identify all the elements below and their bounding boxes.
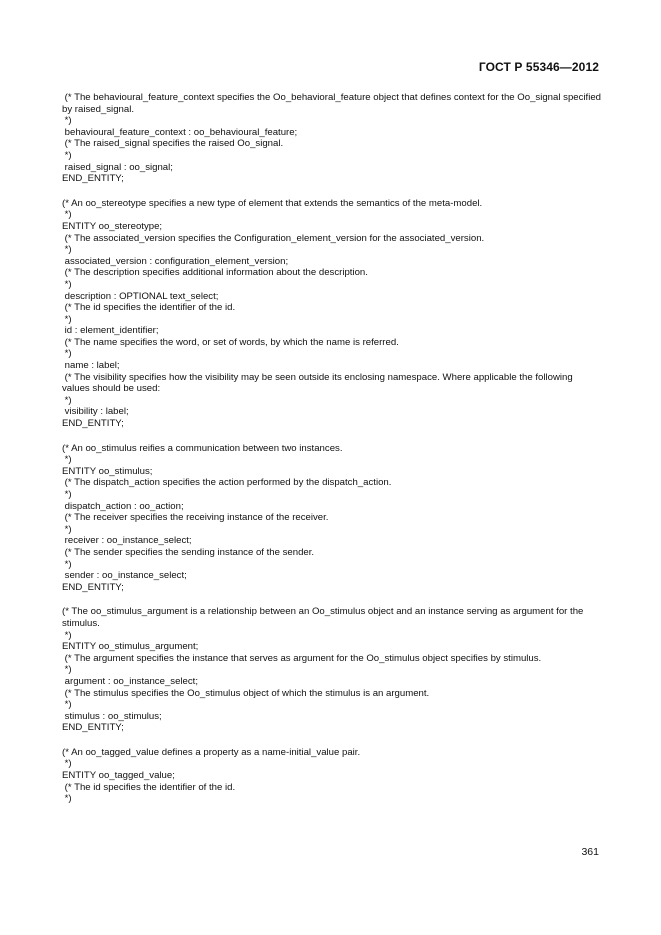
code-line: visibility : label;	[62, 406, 129, 418]
code-line: *)	[62, 278, 72, 290]
code-line: (* The sender specifies the sending instance of the sender.	[62, 546, 315, 558]
code-line: (* An oo_stimulus reifies a communication between two instances.	[62, 442, 343, 454]
code-line: ENTITY oo_tagged_value;	[62, 770, 175, 782]
code-line: *)	[62, 629, 72, 641]
code-line: (* The name specifies the word, or set of words, by which the name is referred.	[62, 336, 399, 348]
code-line: raised_signal : oo_signal;	[62, 161, 173, 173]
code-block-oo-stimulus-argument	[62, 606, 602, 734]
code-line: *)	[62, 454, 72, 466]
code-line: *)	[62, 244, 72, 256]
code-line: *)	[62, 793, 72, 805]
code-line: name : label;	[62, 360, 120, 372]
code-line: argument : oo_instance_select;	[62, 675, 199, 687]
code-line: (* The oo_stimulus_argument is a relationship between an Oo_stimulus object and an instance serving as argument for the stimulus.	[62, 606, 587, 629]
code-line: description : OPTIONAL text_select;	[62, 290, 219, 302]
code-line: (* The visibility specifies how the visibility may be seen outside its enclosing namespace. Where applicable the following values should be used:	[62, 371, 576, 395]
code-line: (* The description specifies additional information about the description.	[62, 267, 368, 279]
code-line: *)	[62, 209, 72, 221]
code-line: (* The dispatch_action specifies the action performed by the dispatch_action.	[62, 477, 392, 489]
code-line: *)	[62, 149, 72, 161]
code-line: ENTITY oo_stimulus_argument;	[62, 641, 199, 653]
code-line: *)	[62, 394, 72, 406]
code-line: behavioural_feature_context : oo_behavioural_feature;	[62, 126, 298, 138]
code-line: (* The receiver specifies the receiving instance of the receiver.	[62, 512, 329, 524]
code-line: dispatch_action : oo_action;	[62, 500, 184, 512]
code-line: associated_version : configuration_element_version;	[62, 255, 289, 267]
code-line: *)	[62, 699, 72, 711]
code-line: *)	[62, 489, 72, 500]
code-line: *)	[62, 348, 72, 360]
code-line: *)	[62, 115, 72, 127]
code-line: ENTITY oo_stimulus;	[62, 465, 153, 477]
code-line: (* An oo_stereotype specifies a new type of element that extends the semantics of the meta-model.	[62, 197, 483, 209]
code-line: END_ENTITY;	[62, 173, 124, 185]
code-line: ENTITY oo_stereotype;	[62, 220, 163, 232]
document-body	[62, 92, 602, 818]
code-line: (* The associated_version specifies the Configuration_element_version for the associated_version.	[62, 232, 485, 244]
code-block-oo-stimulus	[62, 443, 602, 594]
code-line: (* The raised_signal specifies the raised Oo_signal.	[62, 138, 284, 150]
code-line: *)	[62, 313, 72, 325]
code-line: *)	[62, 523, 72, 535]
code-line: (* The id specifies the identifier of the id.	[62, 302, 236, 314]
code-line: *)	[62, 558, 72, 570]
code-block-oo-stereotype	[62, 198, 602, 430]
code-line: receiver : oo_instance_select;	[62, 535, 192, 547]
code-line: (* The argument specifies the instance that serves as argument for the Oo_stimulus object specifies by stimulus.	[62, 652, 542, 664]
page-number: 361	[581, 846, 599, 858]
code-line: END_ENTITY;	[62, 418, 124, 430]
code-line: sender : oo_instance_select;	[62, 570, 187, 582]
code-line: END_ENTITY;	[62, 581, 124, 593]
code-line: *)	[62, 664, 72, 676]
code-line: stimulus : oo_stimulus;	[62, 710, 162, 722]
code-line: id : element_identifier;	[62, 325, 159, 337]
code-line: END_ENTITY;	[62, 722, 124, 734]
code-line: (* The behavioural_feature_context specifies the Oo_behavioral_feature object that defines context for the Oo_signal specified by raised_signal.	[62, 92, 604, 115]
code-block-oo-tagged-value	[62, 747, 602, 805]
code-line: *)	[62, 758, 72, 770]
standard-header: ГОСТ Р 55346—2012	[478, 60, 599, 74]
code-line: (* An oo_tagged_value defines a property as a name-initial_value pair.	[62, 746, 361, 758]
code-line: (* The stimulus specifies the Oo_stimulus object of which the stimulus is an argument.	[62, 687, 430, 699]
code-line: (* The id specifies the identifier of the id.	[62, 781, 236, 793]
code-block-signal-end	[62, 92, 602, 185]
